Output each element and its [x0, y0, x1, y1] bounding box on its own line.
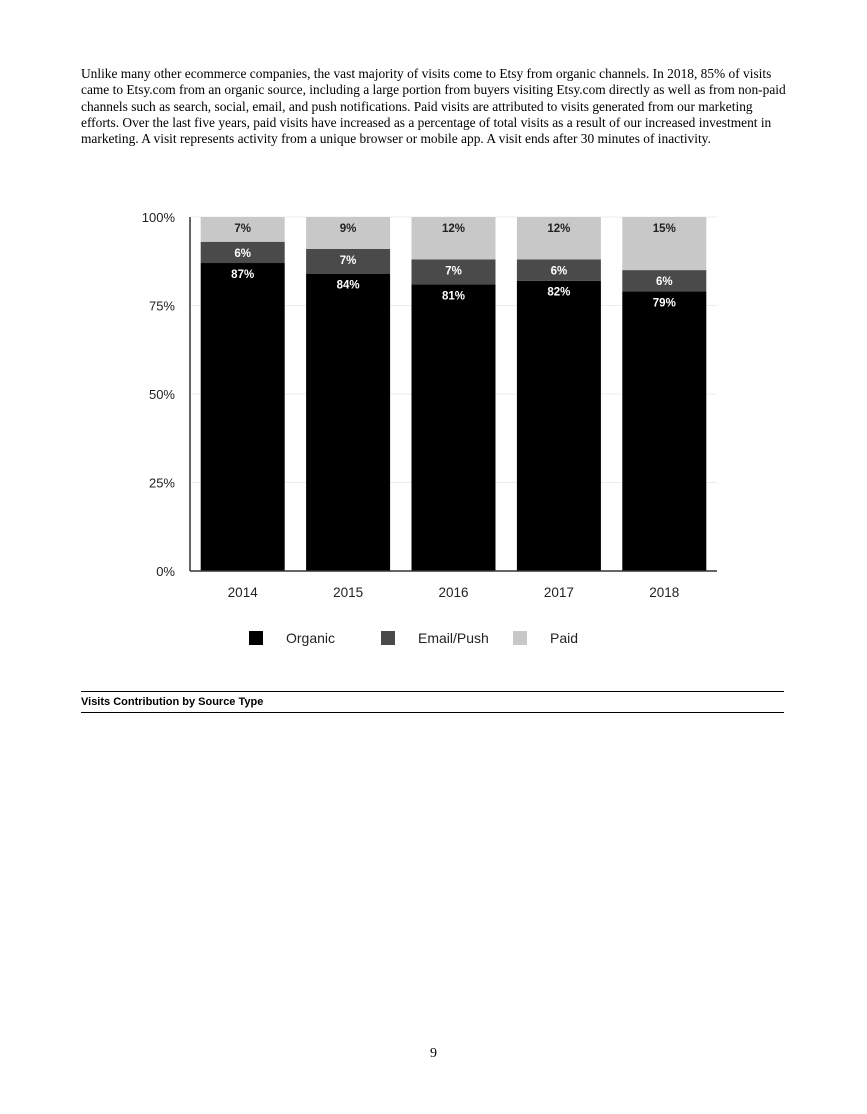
data-label: 12%	[547, 223, 571, 235]
legend-label: Email/Push	[418, 630, 489, 646]
data-label: 84%	[336, 279, 360, 292]
x-tick-label: 2015	[333, 585, 364, 600]
page-number: 9	[430, 1046, 437, 1061]
bar-organic-2015	[306, 274, 390, 571]
data-label: 7%	[339, 254, 357, 267]
data-label: 87%	[231, 269, 255, 282]
legend-swatch	[381, 631, 395, 645]
figure-caption: Visits Contribution by Source Type	[81, 696, 264, 708]
y-tick-label: 100%	[141, 210, 175, 225]
caption-rule-top	[81, 691, 784, 692]
data-label: 15%	[652, 223, 676, 235]
y-tick-label: 50%	[148, 387, 175, 402]
bar-organic-2016	[412, 284, 496, 571]
bar-organic-2017	[517, 281, 601, 571]
y-tick-label: 25%	[148, 475, 175, 491]
data-label: 9%	[339, 223, 357, 235]
bar-organic-2018	[622, 291, 706, 571]
data-label: 82%	[547, 286, 571, 299]
data-label: 6%	[550, 265, 568, 278]
data-label: 7%	[445, 265, 462, 278]
data-label: 81%	[441, 290, 466, 303]
legend-swatch	[513, 631, 527, 645]
intro-paragraph: Unlike many other ecommerce companies, the vast majority of visits come to Etsy from organic channels. In 2018, 85% of visits came to Etsy.com from an organic source, including a large portion from buyers visiting Etsy.com directly as well as from non-paid channels such as search, social, email, and push notifications. Paid visits are attributed to visits generated from our marketing efforts. Over the last five years, paid visits have increased as a percentage of total visits as a result of our increased investment in marketing. A visit represents activity from a unique browser or mobile app. A visit ends after 30 minutes of inactivity.	[81, 66, 786, 147]
data-label: 79%	[652, 297, 676, 310]
bar-organic-2014	[201, 263, 285, 571]
legend	[249, 630, 578, 646]
data-label: 6%	[234, 247, 252, 260]
data-label: 7%	[234, 223, 252, 235]
y-tick-label: 0%	[156, 564, 175, 579]
x-tick-label: 2017	[543, 585, 574, 600]
legend-swatch	[249, 631, 263, 645]
caption-rule-bottom	[81, 712, 784, 713]
y-tick-label: 75%	[148, 298, 175, 314]
data-label: 12%	[441, 223, 466, 235]
legend-label: Paid	[550, 630, 579, 646]
x-tick-label: 2016	[438, 585, 469, 600]
legend-label: Organic	[286, 630, 336, 646]
x-tick-label: 2014	[227, 585, 258, 600]
x-tick-label: 2018	[649, 585, 680, 600]
data-label: 6%	[655, 276, 673, 289]
